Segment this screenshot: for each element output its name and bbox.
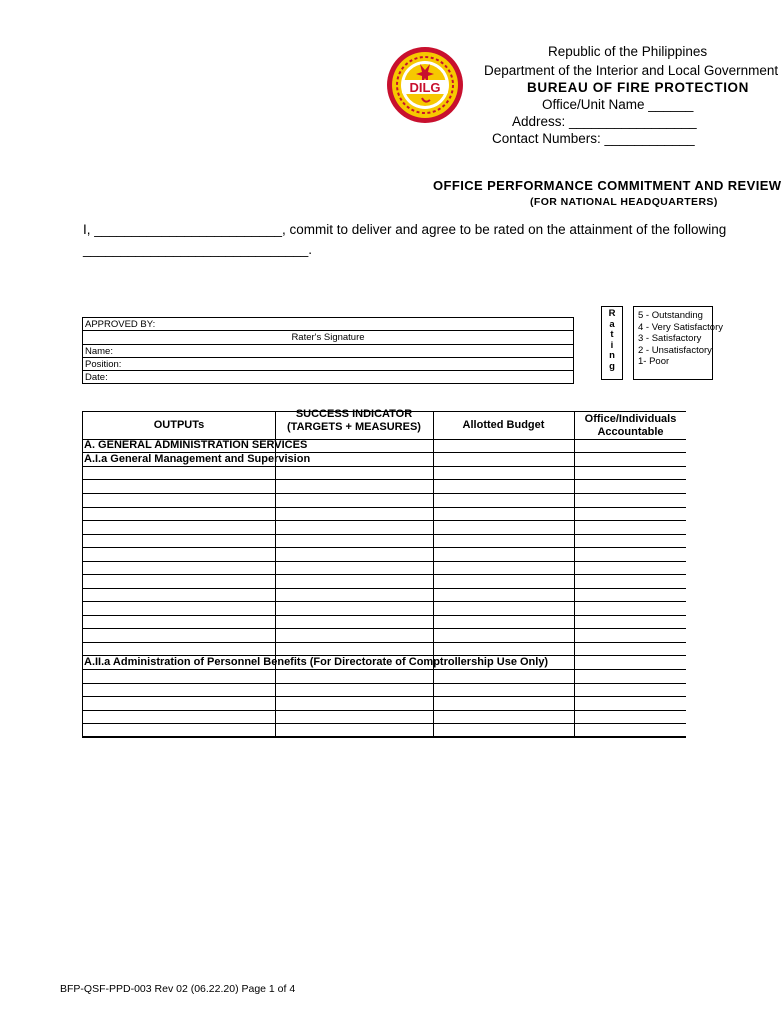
table-row-rule (83, 479, 686, 480)
table-row-rule (83, 534, 686, 535)
raters-signature-label: Rater's Signature (291, 332, 365, 343)
date-label: Date: (85, 372, 108, 383)
table-row-rule (83, 710, 686, 711)
table-row-rule (83, 574, 686, 575)
header-success-indicator: SUCCESS INDICATOR (TARGETS + MEASURES) (287, 408, 421, 433)
table-row-rule (83, 507, 686, 508)
commitment-line-1: I, _________________________, commit to deliver and agree to be rated on the attainment of the following (83, 222, 727, 237)
table-row-rule (83, 723, 686, 724)
approved-by-label: APPROVED BY: (85, 319, 156, 330)
republic-line: Republic of the Philippines (548, 44, 708, 59)
rating-item: 4 - Very Satisfactory (638, 321, 724, 333)
table-row-rule (83, 547, 686, 548)
rating-item: 3 - Satisfactory (638, 333, 702, 344)
approval-box (82, 317, 574, 384)
table-row-rule (83, 520, 686, 521)
rating-item: 2 - Unsatisfactory (638, 344, 712, 356)
table-row-rule (83, 642, 686, 643)
table-row-rule (83, 588, 686, 589)
table-row-rule (83, 696, 686, 697)
form-subtitle: (FOR NATIONAL HEADQUARTERS) (530, 196, 718, 208)
rating-vertical-label: R a t i n g (601, 306, 623, 380)
office-unit-line: Office/Unit Name ______ (542, 97, 694, 112)
logo-text: DILG (409, 80, 441, 95)
section-a-label: A. GENERAL ADMINISTRATION SERVICES (84, 439, 308, 451)
table-row-rule (83, 466, 686, 467)
address-line: Address: _________________ (512, 114, 697, 129)
header-allotted-budget: Allotted Budget (462, 419, 545, 431)
rating-item: 5 - Outstanding (638, 310, 703, 321)
table-row-rule (83, 601, 686, 602)
commitment-table (82, 408, 686, 738)
table-row-rule (83, 669, 686, 670)
form-title: OFFICE PERFORMANCE COMMITMENT AND REVIEW (433, 178, 781, 193)
contact-line: Contact Numbers: ____________ (492, 131, 695, 146)
table-row-rule (83, 561, 686, 562)
position-label: Position: (85, 359, 122, 370)
commitment-line-2: ______________________________. (83, 242, 312, 257)
rating-item: 1- Poor (638, 356, 670, 367)
header-outputs: OUTPUTs (153, 419, 205, 431)
table-row-rule (83, 615, 686, 616)
table-row-rule (83, 683, 686, 684)
table-row-rule (83, 493, 686, 494)
department-line: Department of the Interior and Local Government (484, 63, 779, 78)
subsection-a2-label: A.II.a Administration of Personnel Benefits (For Directorate of Comptrollership Use Only) (84, 656, 549, 668)
table-row-rule (83, 628, 686, 629)
header-office-accountable: Office/Individuals Accountable (584, 413, 677, 438)
name-label: Name: (85, 346, 113, 357)
rating-scale (633, 306, 724, 380)
bureau-line: BUREAU OF FIRE PROTECTION (527, 80, 750, 95)
subsection-a1-label: A.I.a General Management and Supervision (84, 453, 311, 465)
dilg-seal-logo (386, 46, 464, 124)
form-footer: BFP-QSF-PPD-003 Rev 02 (06.22.20) Page 1 of 4 (60, 983, 296, 995)
